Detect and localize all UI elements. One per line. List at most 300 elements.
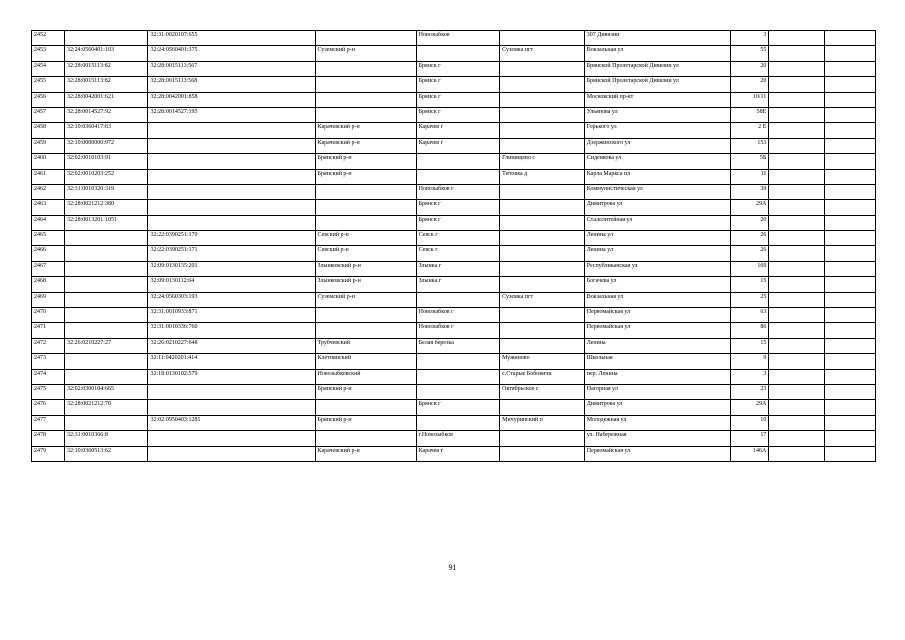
table-row	[32, 400, 876, 415]
table-cell: Суземка пгт	[500, 292, 585, 307]
table-cell: Коммунистическая ул	[584, 184, 730, 199]
table-cell	[148, 154, 315, 169]
table-cell: 32:02:0010103:91	[64, 154, 148, 169]
table-cell	[769, 77, 825, 92]
table-cell: 32:11:0420201:414	[148, 354, 315, 369]
table-cell	[825, 77, 876, 92]
table-cell: 26	[730, 246, 768, 261]
table-cell	[64, 277, 148, 292]
table-cell	[64, 308, 148, 323]
table-cell: Глинищево с	[500, 154, 585, 169]
table-cell	[825, 231, 876, 246]
table-cell: Брянск г	[416, 107, 500, 122]
table-cell: 20	[730, 77, 768, 92]
table-row	[32, 154, 876, 169]
table-cell	[769, 231, 825, 246]
table-cell: Карачев г	[416, 123, 500, 138]
table-cell: 32:31:0010320:319	[64, 184, 148, 199]
table-row	[32, 61, 876, 76]
table-cell	[825, 323, 876, 338]
table-cell: 58Е	[730, 107, 768, 122]
table-cell: 2464	[32, 215, 65, 230]
table-cell: 26	[730, 231, 768, 246]
table-cell: 5Б	[730, 154, 768, 169]
table-cell: 25	[730, 292, 768, 307]
table-cell: 32:28:0021212:70	[64, 400, 148, 415]
table-cell: 15	[730, 277, 768, 292]
table-cell: Мужиново	[500, 354, 585, 369]
table-cell	[500, 431, 585, 446]
table-cell: 2463	[32, 200, 65, 215]
table-cell	[64, 246, 148, 261]
table-cell	[315, 215, 416, 230]
table-cell: Первомайская ул	[584, 308, 730, 323]
table-cell: 2 Е	[730, 123, 768, 138]
table-cell	[500, 138, 585, 153]
table-cell: 32:31:0020107:655	[148, 31, 315, 46]
table-cell: 2455	[32, 77, 65, 92]
table-cell: 2471	[32, 323, 65, 338]
table-cell: Брянский р-н	[315, 415, 416, 430]
table-cell: 32:18:0130102:579	[148, 369, 315, 384]
table-cell	[769, 400, 825, 415]
table-cell	[500, 61, 585, 76]
table-cell: Брянский р-н	[315, 169, 416, 184]
table-cell	[64, 369, 148, 384]
table-cell	[825, 31, 876, 46]
table-cell: Злынковский р-н	[315, 261, 416, 276]
table-cell	[769, 169, 825, 184]
table-row	[32, 277, 876, 292]
table-cell	[315, 400, 416, 415]
table-cell: Севский р-н	[315, 231, 416, 246]
table-cell	[825, 138, 876, 153]
table-row	[32, 446, 876, 461]
table-cell: Брянск г	[416, 400, 500, 415]
table-cell	[64, 292, 148, 307]
table-cell: Карачев г	[416, 446, 500, 461]
table-cell	[825, 369, 876, 384]
table-cell: 32:28:0014527:92	[64, 107, 148, 122]
table-cell: Злынковский р-н	[315, 277, 416, 292]
table-cell	[500, 107, 585, 122]
table-cell: 55	[730, 46, 768, 61]
table-cell: Сиденкова ул	[584, 154, 730, 169]
table-cell	[500, 446, 585, 461]
table-cell	[769, 123, 825, 138]
table-cell: Брянский р-н	[315, 154, 416, 169]
table-cell	[64, 323, 148, 338]
table-cell: 32:02:0300104:665	[64, 384, 148, 399]
table-cell	[769, 261, 825, 276]
table-cell: 2456	[32, 92, 65, 107]
table-row	[32, 107, 876, 122]
table-cell	[769, 246, 825, 261]
table-cell: 2458	[32, 123, 65, 138]
table-row	[32, 415, 876, 430]
table-cell	[315, 77, 416, 92]
table-cell	[825, 92, 876, 107]
table-row	[32, 31, 876, 46]
table-cell	[416, 415, 500, 430]
table-row	[32, 323, 876, 338]
table-cell	[148, 138, 315, 153]
table-cell	[769, 415, 825, 430]
table-cell: 2472	[32, 338, 65, 353]
table-cell	[769, 446, 825, 461]
table-cell	[825, 46, 876, 61]
table-cell: 23	[730, 384, 768, 399]
table-cell	[769, 292, 825, 307]
table-row	[32, 123, 876, 138]
table-cell: Карачевский р-н	[315, 446, 416, 461]
table-cell: Горького ул	[584, 123, 730, 138]
table-cell	[64, 261, 148, 276]
table-cell	[148, 400, 315, 415]
table-cell: 32:28:0014527:195	[148, 107, 315, 122]
table-row	[32, 431, 876, 446]
table-cell	[315, 431, 416, 446]
table-cell: 169	[730, 261, 768, 276]
table-cell: Вокзальная ул	[584, 46, 730, 61]
table-cell: Белая березка	[416, 338, 500, 353]
table-cell: 32:24:0560303:193	[148, 292, 315, 307]
table-cell	[148, 215, 315, 230]
table-cell: 3	[730, 31, 768, 46]
table-cell	[825, 292, 876, 307]
table-cell: 2457	[32, 107, 65, 122]
table-cell	[769, 308, 825, 323]
table-cell	[769, 338, 825, 353]
table-cell	[825, 154, 876, 169]
table-cell	[825, 415, 876, 430]
table-cell	[825, 61, 876, 76]
table-cell	[769, 200, 825, 215]
table-cell: 32:28:0015113:567	[148, 61, 315, 76]
table-cell	[500, 308, 585, 323]
table-cell: Димитрова ул	[584, 400, 730, 415]
table-cell: Димитрова ул	[584, 200, 730, 215]
table-cell: 32:02:0010203:252	[64, 169, 148, 184]
table-cell: ул. Набережная	[584, 431, 730, 446]
table-cell	[416, 292, 500, 307]
table-cell: Карачевский р-н	[315, 123, 416, 138]
table-cell	[148, 200, 315, 215]
table-cell: Нагорная ул	[584, 384, 730, 399]
table-row	[32, 384, 876, 399]
table-cell: 2467	[32, 261, 65, 276]
table-cell: 32:28:0015113:82	[64, 77, 148, 92]
table-cell: 32:09:0130135:201	[148, 261, 315, 276]
table-row	[32, 215, 876, 230]
table-cell	[416, 169, 500, 184]
table-cell: Московский пр-кт	[584, 92, 730, 107]
table-cell: 10	[730, 415, 768, 430]
table-cell: Брянский р-н	[315, 384, 416, 399]
table-cell: 20	[730, 61, 768, 76]
table-cell: Севск г	[416, 246, 500, 261]
table-cell	[769, 354, 825, 369]
table-row	[32, 138, 876, 153]
table-cell	[315, 308, 416, 323]
table-row	[32, 46, 876, 61]
table-cell: 39	[730, 184, 768, 199]
table-cell: Брянской Пролетарской Дивизии ул	[584, 61, 730, 76]
table-cell: 32:22:0390251:170	[148, 231, 315, 246]
table-cell	[148, 446, 315, 461]
table-cell: Злынка г	[416, 261, 500, 276]
table-cell: Суземский р-н	[315, 292, 416, 307]
table-cell: Брянск г	[416, 215, 500, 230]
table-cell: 32:26:0210227:27	[64, 338, 148, 353]
table-cell: 32:28:0042001:621	[64, 92, 148, 107]
table-cell: 32:31:0010366:8	[64, 431, 148, 446]
table-cell: Севск г	[416, 231, 500, 246]
table-cell	[315, 107, 416, 122]
table-cell	[825, 446, 876, 461]
table-cell: 2469	[32, 292, 65, 307]
table-cell	[500, 246, 585, 261]
table-cell: Севский р-н	[315, 246, 416, 261]
table-cell	[315, 61, 416, 76]
table-cell	[825, 261, 876, 276]
table-cell: 32:26:0210227:648	[148, 338, 315, 353]
table-cell	[825, 400, 876, 415]
table-cell: Брянской Пролетарской Дивизии ул	[584, 77, 730, 92]
table-cell	[64, 31, 148, 46]
table-cell: 2479	[32, 446, 65, 461]
table-cell: 32:22:0390251:171	[148, 246, 315, 261]
table-cell	[500, 231, 585, 246]
table-row	[32, 338, 876, 353]
table-cell: 2470	[32, 308, 65, 323]
table-cell	[500, 92, 585, 107]
table-cell	[769, 61, 825, 76]
table-cell: 32:24:0560401:103	[64, 46, 148, 61]
table-cell: Дзержинского ул	[584, 138, 730, 153]
table-cell: 2476	[32, 400, 65, 415]
table-cell	[825, 308, 876, 323]
table-cell: Новозыбков г	[416, 323, 500, 338]
table-cell	[64, 354, 148, 369]
table-cell	[825, 169, 876, 184]
table-cell: 32:28:0021212:380	[64, 200, 148, 215]
table-cell: Октябрьское с	[500, 384, 585, 399]
table-cell	[825, 200, 876, 215]
table-cell	[769, 31, 825, 46]
table-cell: 20	[730, 215, 768, 230]
table-cell: Титовка д	[500, 169, 585, 184]
table-row	[32, 369, 876, 384]
table-cell: Молодежная ул	[584, 415, 730, 430]
table-cell: Новозыбков	[416, 31, 500, 46]
table-cell: 2477	[32, 415, 65, 430]
table-cell: 32:31:0010933:871	[148, 308, 315, 323]
table-row	[32, 169, 876, 184]
table-cell: Богачева ул	[584, 277, 730, 292]
table-cell	[416, 154, 500, 169]
table-cell	[500, 77, 585, 92]
table-cell: 11	[730, 169, 768, 184]
table-cell: 9	[730, 354, 768, 369]
table-cell	[148, 169, 315, 184]
table-cell: 2465	[32, 231, 65, 246]
table-cell	[769, 184, 825, 199]
table-cell	[825, 384, 876, 399]
table-cell: 86	[730, 323, 768, 338]
table-cell: 3	[730, 369, 768, 384]
table-cell	[416, 354, 500, 369]
table-cell: 17	[730, 431, 768, 446]
table-cell	[769, 92, 825, 107]
table-cell	[769, 323, 825, 338]
table-cell: 32:31:0010336:760	[148, 323, 315, 338]
table-cell: Школьная	[584, 354, 730, 369]
table-cell: 2452	[32, 31, 65, 46]
table-cell	[769, 277, 825, 292]
table-cell: Суземка пгт	[500, 46, 585, 61]
table-cell: 2459	[32, 138, 65, 153]
table-cell	[148, 184, 315, 199]
table-cell: 2460	[32, 154, 65, 169]
table-cell: 2474	[32, 369, 65, 384]
table-row	[32, 200, 876, 215]
table-cell: 32:10:0000000:972	[64, 138, 148, 153]
table-cell: 2454	[32, 61, 65, 76]
table-cell: 32:09:0130112:64	[148, 277, 315, 292]
table-row	[32, 92, 876, 107]
table-row	[32, 184, 876, 199]
table-cell	[825, 107, 876, 122]
table-cell: 32:28:0042001:858	[148, 92, 315, 107]
table-cell	[769, 384, 825, 399]
data-table	[31, 30, 876, 462]
table-cell: Новозыбковский	[315, 369, 416, 384]
table-cell: 32:24:0560401:375	[148, 46, 315, 61]
table-row	[32, 261, 876, 276]
table-row	[32, 354, 876, 369]
table-cell: г.Новозыбков	[416, 431, 500, 446]
table-cell: Брянск г	[416, 61, 500, 76]
table-cell	[769, 215, 825, 230]
table-cell: Мичуринский п	[500, 415, 585, 430]
table-cell: Ленина	[584, 338, 730, 353]
table-cell: пер. Ленина	[584, 369, 730, 384]
table-cell	[825, 338, 876, 353]
table-row	[32, 292, 876, 307]
table-cell: 63	[730, 308, 768, 323]
table-cell	[825, 354, 876, 369]
table-cell: Вокзальная ул	[584, 292, 730, 307]
table-cell	[500, 323, 585, 338]
table-cell	[825, 123, 876, 138]
table-cell	[769, 138, 825, 153]
table-cell: 2453	[32, 46, 65, 61]
table-cell	[315, 92, 416, 107]
table-cell	[769, 107, 825, 122]
table-cell: 10/11	[730, 92, 768, 107]
table-cell: Ленина ул	[584, 231, 730, 246]
table-row	[32, 231, 876, 246]
table-cell: 2461	[32, 169, 65, 184]
table-body	[32, 31, 876, 462]
table-cell	[500, 31, 585, 46]
table-cell: Первомайская ул	[584, 446, 730, 461]
table-cell: Карла Маркса пл	[584, 169, 730, 184]
table-cell: 146А	[730, 446, 768, 461]
table-cell	[64, 415, 148, 430]
table-cell: 32:10:0360417:63	[64, 123, 148, 138]
table-cell: Ульянова ул	[584, 107, 730, 122]
table-cell: Брянск г	[416, 200, 500, 215]
table-cell	[500, 215, 585, 230]
table-cell: Брянск г	[416, 92, 500, 107]
table-cell: 15	[730, 338, 768, 353]
table-cell: Сталелитейная ул	[584, 215, 730, 230]
table-cell	[769, 154, 825, 169]
table-cell	[315, 184, 416, 199]
table-cell: Республиканская ул	[584, 261, 730, 276]
table-cell: с.Старые Бобовичи	[500, 369, 585, 384]
table-cell	[500, 123, 585, 138]
page-number: 91	[448, 563, 457, 572]
table-cell: Трубчевский	[315, 338, 416, 353]
table-cell: Брянск г	[416, 77, 500, 92]
table-cell	[769, 431, 825, 446]
table-cell: 29А	[730, 400, 768, 415]
table-cell: 32:28:0015113:568	[148, 77, 315, 92]
table-cell	[315, 323, 416, 338]
table-cell: Суземский р-н	[315, 46, 416, 61]
table-cell	[825, 431, 876, 446]
table-cell: 32:02:0950403:1281	[148, 415, 315, 430]
table-cell: Ленина ул	[584, 246, 730, 261]
table-cell	[500, 400, 585, 415]
table-cell	[500, 184, 585, 199]
table-cell	[500, 338, 585, 353]
table-row	[32, 246, 876, 261]
table-cell	[416, 46, 500, 61]
table-row	[32, 77, 876, 92]
table-cell	[500, 200, 585, 215]
table-cell: 153	[730, 138, 768, 153]
table-cell	[315, 200, 416, 215]
table-row	[32, 308, 876, 323]
table-cell: Первомайская ул	[584, 323, 730, 338]
table-cell	[148, 431, 315, 446]
table-cell: 32:28:0015113:82	[64, 61, 148, 76]
table-cell	[825, 215, 876, 230]
table-cell	[769, 46, 825, 61]
table-cell: 2468	[32, 277, 65, 292]
table-cell	[825, 246, 876, 261]
table-cell: 29А	[730, 200, 768, 215]
table-cell	[825, 277, 876, 292]
table-cell: 32:10:0360513:62	[64, 446, 148, 461]
table-cell: 2462	[32, 184, 65, 199]
table-cell: 2466	[32, 246, 65, 261]
table-cell	[315, 31, 416, 46]
table-cell	[416, 369, 500, 384]
table-cell: Карачевский р-н	[315, 138, 416, 153]
table-cell	[500, 261, 585, 276]
table-cell: Злынка г	[416, 277, 500, 292]
table-cell: 32:28:0013201:1051	[64, 215, 148, 230]
table-cell	[64, 231, 148, 246]
table-cell: 2475	[32, 384, 65, 399]
table-cell	[148, 384, 315, 399]
table-cell	[500, 277, 585, 292]
